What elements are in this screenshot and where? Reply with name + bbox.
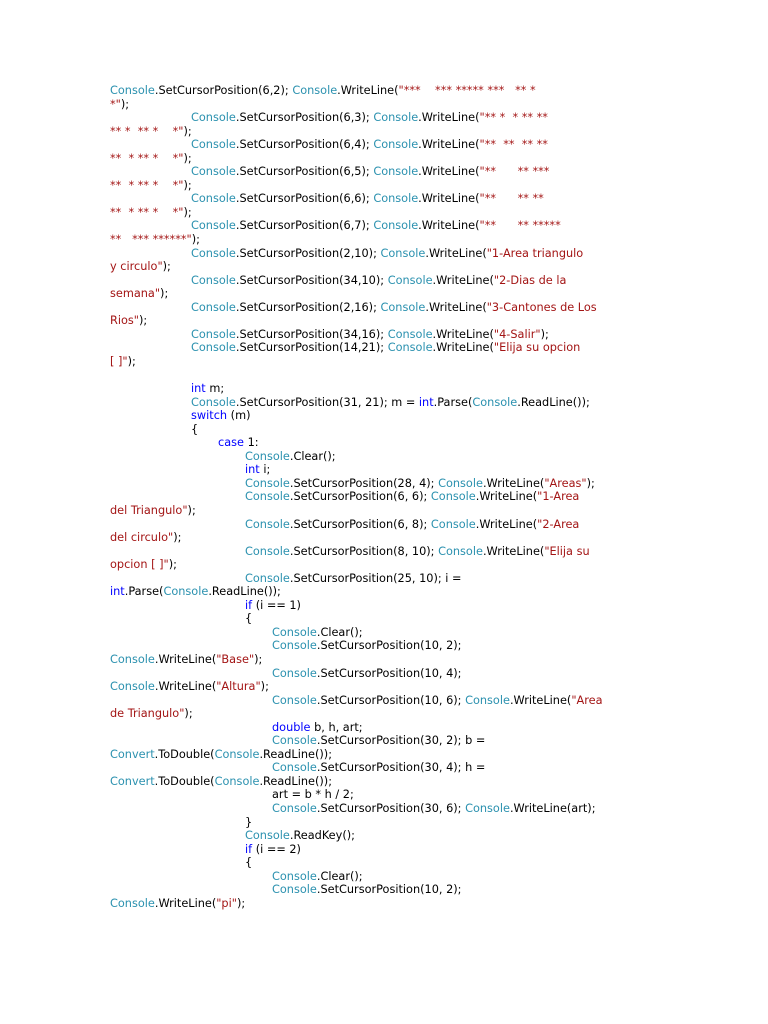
code-token: .Clear();	[316, 869, 363, 883]
code-token: .WriteLine(	[425, 300, 487, 314]
code-token: .ToDouble(	[154, 747, 215, 761]
code-token: Console	[191, 341, 236, 355]
code-token: Console	[272, 761, 317, 775]
code-token: Console	[245, 476, 290, 490]
code-token: .Clear();	[316, 625, 363, 639]
code-token: .SetCursorPosition(30, 4); h =	[316, 761, 486, 775]
code-token: "Area	[571, 693, 603, 707]
code-line	[110, 599, 670, 613]
code-line	[110, 843, 670, 857]
code-token: .ReadLine());	[208, 585, 281, 599]
code-token: Console	[191, 138, 236, 152]
code-line	[110, 856, 670, 870]
code-token: del Triangulo"	[110, 503, 188, 517]
code-token: Console	[373, 192, 419, 206]
code-token: "** ** ***	[479, 165, 550, 179]
code-line	[110, 897, 670, 911]
code-line	[110, 694, 670, 708]
code-token: de Triangulo"	[110, 707, 185, 721]
code-token: Console	[191, 111, 236, 125]
code-token: .SetCursorPosition(6,4);	[235, 138, 374, 152]
code-token: Rios"	[110, 314, 139, 328]
code-line	[110, 504, 670, 518]
code-token: Console	[438, 476, 483, 490]
code-token: .WriteLine(	[475, 517, 538, 531]
code-token: "Elija su opcion	[493, 341, 581, 355]
code-token: Console	[191, 300, 236, 314]
code-token: "** ** **	[479, 192, 544, 206]
code-token: Console	[272, 734, 317, 748]
code-token: (m)	[227, 409, 251, 423]
code-token: del circulo"	[110, 531, 174, 545]
code-token: );	[236, 896, 246, 910]
code-line	[110, 463, 670, 477]
code-token: Console	[472, 395, 518, 409]
code-token: Convert	[110, 774, 155, 788]
code-line	[110, 138, 670, 152]
code-token: Console	[272, 693, 317, 707]
code-token: .WriteLine(	[337, 84, 399, 97]
code-token: "Elija su	[544, 544, 590, 558]
code-token: .WriteLine(	[154, 896, 217, 910]
code-token: Console	[110, 652, 155, 666]
code-token: .SetCursorPosition(10, 2);	[316, 883, 462, 897]
code-token: Console	[245, 829, 290, 843]
code-line	[110, 274, 670, 288]
code-line	[110, 816, 670, 830]
code-line	[110, 829, 670, 843]
code-line	[110, 409, 670, 423]
code-token: .SetCursorPosition(14,21);	[235, 341, 388, 355]
code-token: );	[191, 233, 200, 247]
code-token: Console	[272, 666, 317, 680]
code-line	[110, 396, 670, 410]
code-token: "3-Cantones de Los	[486, 300, 597, 314]
code-token: .WriteLine(	[418, 165, 480, 179]
code-token: int	[418, 395, 434, 409]
code-line	[110, 368, 670, 382]
code-token: if	[245, 842, 253, 856]
code-token: "2-Dias de la	[493, 273, 567, 287]
code-token: "Areas"	[544, 476, 587, 490]
code-token: Console	[373, 219, 419, 233]
code-token: .SetCursorPosition(31, 21); m =	[235, 395, 419, 409]
code-token: "*** *** ***** *** ** *	[398, 84, 536, 97]
code-token: Console	[387, 273, 433, 287]
code-line	[110, 382, 670, 396]
code-token: .WriteLine(	[418, 192, 480, 206]
code-token: Console	[438, 544, 483, 558]
code-token: );	[183, 151, 192, 165]
code-line	[110, 341, 670, 355]
code-token: *"	[110, 97, 121, 111]
code-token: (i == 2)	[252, 842, 301, 856]
code-token: }	[245, 815, 253, 829]
code-token: Console	[373, 111, 419, 125]
code-token: ** *** ******"	[110, 233, 192, 247]
code-token: .SetCursorPosition(6,5);	[235, 165, 374, 179]
code-token: );	[173, 531, 182, 545]
code-token: if	[245, 598, 253, 612]
code-line	[110, 165, 670, 179]
code-token: .SetCursorPosition(30, 2); b =	[316, 734, 486, 748]
code-token: .ToDouble(	[154, 774, 215, 788]
code-token: Console	[380, 246, 426, 260]
code-line	[110, 802, 670, 816]
code-line	[110, 653, 670, 667]
code-line	[110, 531, 670, 545]
code-line	[110, 314, 670, 328]
code-token: Console	[163, 585, 209, 599]
code-line	[110, 721, 670, 735]
code-token: "4-Salir"	[493, 327, 541, 341]
code-token: {	[245, 856, 253, 870]
code-token: Console	[214, 774, 260, 788]
code-token: Console	[272, 625, 317, 639]
code-line	[110, 612, 670, 626]
code-token: "2-Area	[537, 517, 580, 531]
code-line	[110, 639, 670, 653]
code-token: Console	[373, 165, 419, 179]
code-line	[110, 518, 670, 532]
code-token: Console	[191, 395, 236, 409]
code-line	[110, 667, 670, 681]
code-token: );	[540, 327, 549, 341]
code-token: Console	[272, 801, 317, 815]
code-token: );	[184, 707, 193, 721]
code-line	[110, 450, 670, 464]
code-token: );	[586, 476, 595, 490]
code-line	[110, 301, 670, 315]
code-line	[110, 84, 670, 98]
code-token: .SetCursorPosition(34,16);	[235, 327, 388, 341]
code-line	[110, 748, 670, 762]
code-token: Console	[245, 517, 290, 531]
code-token: y circulo"	[110, 260, 163, 274]
code-token: "Altura"	[216, 680, 261, 694]
code-token: Console	[191, 219, 236, 233]
code-line	[110, 572, 670, 586]
code-line	[110, 734, 670, 748]
code-token: Console	[272, 639, 317, 653]
code-token: .SetCursorPosition(6,3);	[235, 111, 374, 125]
code-token: .SetCursorPosition(2,16);	[235, 300, 381, 314]
code-token: ** * ** * *"	[110, 124, 184, 138]
code-token: .ReadLine());	[259, 747, 333, 761]
code-token: "** ** *****	[479, 219, 561, 233]
code-listing	[110, 84, 670, 910]
code-token: .SetCursorPosition(6,6);	[235, 192, 374, 206]
code-line	[110, 152, 670, 166]
code-token: );	[183, 178, 192, 192]
code-line	[110, 545, 670, 559]
code-token: .WriteLine(	[432, 341, 494, 355]
code-token: .SetCursorPosition(10, 2);	[316, 639, 462, 653]
code-token: );	[127, 354, 136, 368]
code-token: .WriteLine(	[432, 273, 494, 287]
code-token: int	[245, 463, 260, 477]
code-token: Console	[110, 84, 155, 97]
code-token: .Parse(	[433, 395, 473, 409]
code-line	[110, 125, 670, 139]
code-token: int	[191, 382, 206, 396]
code-token: .SetCursorPosition(30, 6);	[316, 801, 466, 815]
code-token: int	[110, 585, 125, 599]
code-token: double	[272, 720, 311, 734]
code-token: Console	[430, 490, 476, 504]
code-token: Console	[292, 84, 338, 97]
code-token: .WriteLine(	[509, 693, 572, 707]
code-line	[110, 247, 670, 261]
code-token: Console	[272, 869, 317, 883]
code-token: Console	[387, 341, 433, 355]
code-token: Console	[272, 883, 317, 897]
code-token: );	[138, 314, 148, 328]
code-token: Console	[191, 246, 236, 260]
code-token: b, h, art;	[310, 720, 363, 734]
code-line	[110, 192, 670, 206]
code-token: Console	[110, 896, 155, 910]
code-token: .SetCursorPosition(6, 6);	[289, 490, 431, 504]
code-token: ** * ** * *"	[110, 205, 184, 219]
code-token: "** ** ** **	[479, 138, 548, 152]
code-token: semana"	[110, 287, 161, 301]
code-token: {	[191, 422, 199, 436]
code-token: ** * ** * *"	[110, 178, 184, 192]
code-token: Console	[373, 138, 419, 152]
code-line	[110, 707, 670, 721]
code-token: .WriteLine(art);	[509, 801, 596, 815]
code-token: .WriteLine(	[482, 476, 545, 490]
code-token: "Base"	[216, 652, 255, 666]
code-token: opcion [ ]"	[110, 558, 169, 572]
code-line	[110, 287, 670, 301]
code-token: Console	[380, 300, 426, 314]
code-token: );	[187, 503, 196, 517]
code-token: );	[120, 97, 130, 111]
code-line	[110, 558, 670, 572]
code-token: .WriteLine(	[425, 246, 487, 260]
code-token: .ReadLine());	[259, 774, 333, 788]
code-token: Console	[387, 327, 433, 341]
code-line	[110, 883, 670, 897]
code-token: m;	[205, 382, 225, 396]
code-token: .WriteLine(	[418, 111, 480, 125]
code-token: );	[183, 205, 192, 219]
code-token: .SetCursorPosition(34,10);	[235, 273, 388, 287]
code-token: .Clear();	[289, 449, 336, 463]
code-token: .SetCursorPosition(25, 10); i =	[289, 571, 462, 585]
code-token: .WriteLine(	[475, 490, 538, 504]
code-token: .WriteLine(	[418, 138, 480, 152]
code-line	[110, 260, 670, 274]
code-line	[110, 423, 670, 437]
code-token: [ ]"	[110, 354, 128, 368]
code-token: Console	[214, 747, 260, 761]
code-token: Console	[191, 273, 236, 287]
code-line	[110, 98, 670, 112]
code-token: );	[162, 260, 171, 274]
code-line	[110, 761, 670, 775]
code-token: );	[254, 652, 263, 666]
code-token: Console	[191, 165, 236, 179]
code-line	[110, 111, 670, 125]
code-line	[110, 436, 670, 450]
code-token: i;	[259, 463, 271, 477]
code-token: );	[168, 558, 177, 572]
code-token: (i == 1)	[252, 598, 301, 612]
code-token: Console	[110, 680, 155, 694]
code-token: Convert	[110, 747, 155, 761]
code-token: );	[183, 124, 192, 138]
code-token: case	[218, 436, 244, 450]
code-line	[110, 585, 670, 599]
code-token: );	[260, 680, 269, 694]
code-line	[110, 328, 670, 342]
code-token: "1-Area triangulo	[486, 246, 584, 260]
code-token: Console	[245, 490, 290, 504]
code-line	[110, 626, 670, 640]
code-line	[110, 355, 670, 369]
code-line	[110, 206, 670, 220]
code-token: "1-Area	[537, 490, 580, 504]
code-token: .WriteLine(	[432, 327, 494, 341]
code-token: .WriteLine(	[482, 544, 545, 558]
code-token: .ReadLine());	[517, 395, 590, 409]
code-token: art = b * h / 2;	[272, 788, 354, 802]
code-line	[110, 477, 670, 491]
code-line	[110, 680, 670, 694]
code-token: Console	[465, 693, 510, 707]
code-token: .WriteLine(	[154, 680, 217, 694]
code-token: 1:	[243, 436, 259, 450]
code-token: "pi"	[216, 896, 237, 910]
code-token: "** * * ** **	[479, 111, 548, 125]
code-token: .ReadKey();	[289, 829, 355, 843]
code-token: .SetCursorPosition(28, 4);	[289, 476, 439, 490]
code-token: .SetCursorPosition(6,2);	[154, 84, 293, 97]
code-token: .SetCursorPosition(10, 6);	[316, 693, 466, 707]
code-token: Console	[245, 544, 290, 558]
code-token: Console	[191, 327, 236, 341]
code-line	[110, 870, 670, 884]
code-token: Console	[191, 192, 236, 206]
code-token: .Parse(	[124, 585, 164, 599]
code-line	[110, 490, 670, 504]
code-line	[110, 179, 670, 193]
code-line	[110, 233, 670, 247]
code-token: .SetCursorPosition(2,10);	[235, 246, 381, 260]
code-token: .SetCursorPosition(10, 4);	[316, 666, 462, 680]
code-token: Console	[245, 571, 290, 585]
code-token: .WriteLine(	[418, 219, 480, 233]
code-line	[110, 775, 670, 789]
code-token: Console	[465, 801, 510, 815]
code-token: .WriteLine(	[154, 652, 217, 666]
code-token: Console	[430, 517, 476, 531]
code-line	[110, 788, 670, 802]
code-token: {	[245, 612, 253, 626]
code-token: Console	[245, 449, 290, 463]
code-line	[110, 219, 670, 233]
code-token: );	[160, 287, 169, 301]
code-token: ** * ** * *"	[110, 151, 184, 165]
code-token: .SetCursorPosition(8, 10);	[289, 544, 439, 558]
code-token: switch	[191, 409, 228, 423]
code-token: .SetCursorPosition(6,7);	[235, 219, 374, 233]
code-token: .SetCursorPosition(6, 8);	[289, 517, 431, 531]
